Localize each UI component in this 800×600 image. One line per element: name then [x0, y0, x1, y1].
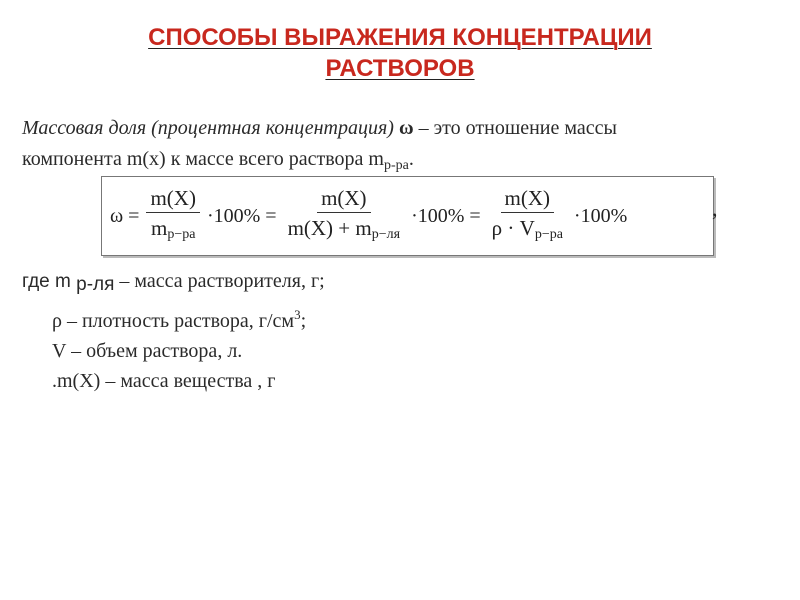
- fraction-1: [146, 185, 200, 248]
- legend-row-volume: V – объем раствора, л.: [52, 340, 243, 362]
- symbol-legend: [22, 266, 722, 396]
- fraction-2-denominator: [284, 213, 405, 248]
- fraction-2-numerator: m(X): [317, 185, 371, 213]
- fraction-3-den-base: ρ · V: [491, 215, 535, 240]
- formula-lhs: ω =: [110, 204, 140, 227]
- definition-paragraph: [22, 113, 797, 181]
- legend-row-2-sup: 3: [294, 307, 301, 322]
- fraction-2: [284, 185, 405, 248]
- legend-row-substance: .m(X) – масса вещества , г: [52, 370, 276, 392]
- definition-subscript: р-ра: [383, 158, 409, 173]
- fraction-3-denominator: [488, 213, 567, 248]
- fraction-3-den-sub: р−ра: [534, 226, 563, 242]
- fraction-2-den-base: m(X) + m: [287, 215, 372, 240]
- formula-box: [101, 176, 714, 256]
- legend-row-1-sub: р-ля: [70, 274, 115, 295]
- definition-end: .: [408, 148, 414, 170]
- legend-row-solvent: [22, 266, 722, 300]
- omega-symbol: ω: [398, 117, 414, 139]
- title-line-1: СПОСОБЫ ВЫРАЖЕНИЯ КОНЦЕНТРАЦИИ: [148, 24, 652, 51]
- slide-title: [0, 22, 800, 84]
- title-line-2: РАСТВОРОВ: [325, 55, 475, 82]
- legend-row-density: [22, 300, 722, 336]
- fraction-3-numerator: m(X): [501, 185, 555, 213]
- fraction-2-den-sub: р−ля: [371, 226, 401, 242]
- definition-term: Массовая доля (процентная концентрация): [22, 117, 394, 139]
- formula-times-3: ·100%: [573, 204, 628, 227]
- formula-trailing-comma: ,: [712, 196, 718, 221]
- legend-row-2-text: ρ – плотность раствора, г/см: [52, 310, 295, 332]
- legend-row-2-end: ;: [300, 310, 307, 332]
- definition-text-2: компонента m(x) к массе всего раствора m: [22, 148, 384, 170]
- fraction-3: [488, 185, 567, 248]
- fraction-1-den-sub: р−ра: [167, 226, 196, 242]
- fraction-1-den-base: m: [150, 215, 168, 240]
- legend-row-1-prefix: где m: [22, 271, 71, 292]
- fraction-1-denominator: [147, 213, 199, 248]
- mass-fraction-formula: [102, 177, 713, 255]
- legend-row-1-text: – масса растворителя, г;: [114, 270, 325, 292]
- formula-times-1: ·100% =: [206, 204, 277, 227]
- formula-times-2: ·100% =: [411, 204, 481, 227]
- fraction-1-numerator: m(X): [146, 185, 200, 213]
- definition-text-1: – это отношение массы: [413, 117, 617, 139]
